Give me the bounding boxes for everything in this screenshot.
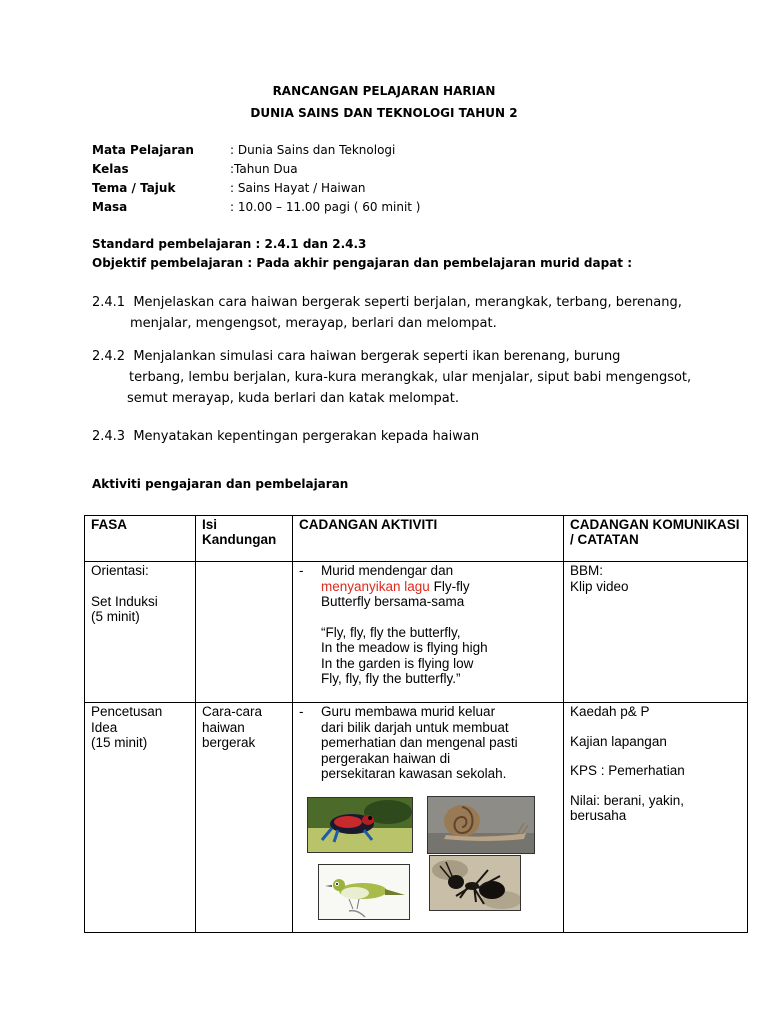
info-row-class [92, 162, 298, 176]
fasa-text: Pencetusan [91, 704, 163, 719]
cell-fasa [85, 703, 196, 933]
info-label: Mata Pelajaran [92, 143, 194, 157]
cell-isi [196, 703, 293, 933]
info-label: Masa [92, 200, 128, 214]
activity-text: Fly-fly [429, 578, 470, 594]
header-cadangan-aktiviti: CADANGAN AKTIVITI [293, 516, 564, 562]
activity-line: Butterfly bersama-sama [321, 594, 465, 609]
info-value: : 10.00 – 11.00 pagi ( 60 minit ) [230, 200, 421, 214]
note-line: Kaedah p& P [570, 704, 650, 719]
activity-line: persekitaran kawasan sekolah. [321, 766, 507, 781]
info-value: : Dunia Sains dan Teknologi [230, 143, 396, 157]
document-title: RANCANGAN PELAJARAN HARIAN [272, 84, 496, 98]
activity-line: pemerhatian dan mengenal pasti [321, 735, 518, 750]
activity-item [299, 563, 557, 610]
header-cadangan-komunikasi: CADANGAN KOMUNIKASI / CATATAN [564, 516, 748, 562]
note-line: berusaha [570, 808, 627, 823]
info-row-subject [92, 143, 395, 157]
info-row-theme [92, 181, 366, 195]
header-isi-kandungan: Isi Kandungan [196, 516, 293, 562]
isi-text: bergerak [202, 735, 256, 750]
activity-line: dari bilik darjah untuk membuat [321, 719, 509, 735]
objective-code: 2.4.1 [92, 295, 126, 310]
objective-text-cont: terbang, lembu berjalan, kura-kura merangkak, ular menjalar, siput babi mengengsot, [129, 370, 692, 385]
objective-code: 2.4.3 [92, 429, 126, 444]
lesson-table [84, 515, 748, 933]
objective-text-cont: menjalar, mengengsot, merayap, berlari dan melompat. [130, 316, 497, 331]
dash-bullet: - [299, 704, 304, 719]
info-label: Tema / Tajuk [92, 181, 176, 195]
objective-2-4-3 [92, 426, 479, 447]
activity-line: Guru membawa murid keluar [321, 704, 496, 719]
objective-text-cont: semut merayap, kuda berlari dan katak melompat. [127, 391, 459, 406]
isi-text: Cara-cara [202, 704, 263, 719]
frog-photo [307, 797, 413, 853]
learning-objective-intro: Objektif pembelajaran : Pada akhir pengajaran dan pembelajaran murid dapat : [92, 256, 632, 270]
fasa-text: Orientasi: [91, 563, 149, 578]
highlight-text: menyanyikan lagu [321, 578, 430, 594]
song-lyrics [299, 625, 557, 687]
table-header-row [85, 516, 748, 562]
lyric-line: Fly, fly, fly the butterfly.” [321, 671, 461, 686]
header-fasa: FASA [85, 516, 196, 562]
lyric-line: In the meadow is flying high [321, 640, 488, 655]
objective-text: Menyatakan kepentingan pergerakan kepada haiwan [133, 429, 480, 444]
cell-fasa [85, 562, 196, 703]
snail-photo [427, 796, 535, 854]
table-row [85, 562, 748, 703]
cell-isi [196, 562, 293, 703]
activities-heading: Aktiviti pengajaran dan pembelajaran [92, 477, 349, 491]
fasa-text: Idea [91, 719, 118, 735]
objective-text: Menjelaskan cara haiwan bergerak seperti berjalan, merangkak, terbang, berenang, [133, 295, 682, 310]
isi-text: haiwan [202, 719, 245, 735]
learning-standard: Standard pembelajaran : 2.4.1 dan 2.4.3 [92, 237, 367, 251]
note-line: KPS : Pemerhatian [570, 763, 685, 778]
fasa-text: Set Induksi [91, 593, 158, 609]
bird-photo [318, 864, 410, 920]
objective-2-4-2 [92, 346, 691, 409]
lyric-line: In the garden is flying low [321, 655, 474, 671]
activity-item [299, 704, 557, 782]
dash-bullet: - [299, 563, 304, 578]
cell-activity [293, 562, 564, 703]
fasa-text: (15 minit) [91, 735, 148, 750]
lyric-line: “Fly, fly, fly the butterfly, [321, 624, 461, 640]
info-row-time [92, 200, 421, 214]
note-line: Nilai: berani, yakin, [570, 792, 685, 808]
activity-line [321, 579, 557, 595]
fasa-text: (5 minit) [91, 609, 140, 624]
info-label: Kelas [92, 162, 129, 176]
note-line: Klip video [570, 578, 629, 594]
info-value: : Sains Hayat / Haiwan [230, 181, 366, 195]
objective-text: Menjalankan simulasi cara haiwan bergerak seperti ikan berenang, burung [133, 349, 621, 364]
table-row [85, 703, 748, 933]
activity-line: pergerakan haiwan di [321, 750, 451, 766]
info-value: :Tahun Dua [230, 162, 298, 176]
cell-notes [564, 703, 748, 933]
objective-2-4-1 [92, 292, 682, 334]
ant-photo [429, 855, 521, 911]
animal-photos [299, 797, 557, 927]
cell-activity [293, 703, 564, 933]
document-subtitle: DUNIA SAINS DAN TEKNOLOGI TAHUN 2 [250, 106, 518, 120]
note-line: BBM: [570, 563, 604, 578]
cell-notes [564, 562, 748, 703]
note-line: Kajian lapangan [570, 733, 667, 749]
activity-line: Murid mendengar dan [321, 563, 454, 578]
objective-code: 2.4.2 [92, 349, 126, 364]
